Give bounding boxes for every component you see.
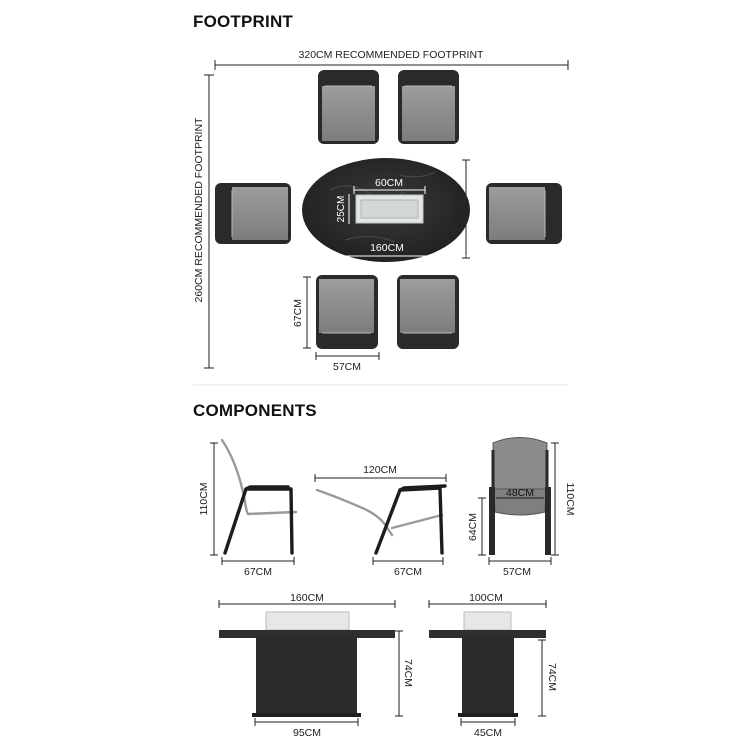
chair-width-dimension <box>316 352 379 373</box>
table-short-top-dimension <box>429 592 546 608</box>
table-short-height-dimension <box>538 640 558 716</box>
table-long-base-label: 95CM <box>292 727 322 739</box>
recline-depth-dimension <box>373 557 443 578</box>
chair-left <box>215 183 291 244</box>
recline-depth-label: 67CM <box>393 566 423 578</box>
chair-depth-label: 67CM <box>292 298 304 328</box>
table-short-view <box>429 612 546 717</box>
chair-top-left <box>318 70 379 144</box>
footprint-width-dimension <box>215 49 568 70</box>
table-depth-label: 100CM <box>452 193 464 227</box>
chair-depth-dimension <box>292 277 311 348</box>
table-long-view <box>219 612 395 717</box>
burner-depth-label: 25CM <box>336 195 347 223</box>
chair-reclined-view <box>317 486 445 553</box>
front-width-dimension <box>489 557 551 578</box>
table-long-top-dimension <box>219 592 395 608</box>
recline-length-dimension <box>315 464 446 482</box>
table-long-height-label: 74CM <box>402 658 414 688</box>
chair-side-view <box>222 440 296 553</box>
chair-height-label: 110CM <box>198 482 210 516</box>
seat-width-label: 48CM <box>505 487 535 499</box>
chair-side-depth-label: 67CM <box>243 566 273 578</box>
seat-height-dimension <box>467 498 486 555</box>
front-width-label: 57CM <box>502 566 532 578</box>
table-short-top-label: 100CM <box>469 592 503 604</box>
table-long-base-dimension <box>255 718 358 739</box>
chair-top-right <box>398 70 459 144</box>
front-height-dimension <box>551 443 576 555</box>
seat-height-label: 64CM <box>467 512 479 542</box>
table-short-height-label: 74CM <box>546 662 558 692</box>
table-long-height-dimension <box>395 631 414 716</box>
burner-width-label: 60CM <box>374 177 404 189</box>
chair-side-depth-dimension <box>222 557 294 578</box>
components-heading: COMPONENTS <box>193 401 317 420</box>
footprint-width-label: 320CM RECOMMENDED FOOTPRINT <box>298 49 484 61</box>
table-long-top-label: 160CM <box>290 592 324 604</box>
chair-height-dimension <box>198 443 218 555</box>
footprint-heading: FOOTPRINT <box>193 12 294 31</box>
chair-bottom-left <box>316 275 378 349</box>
chair-bottom-right <box>397 275 459 349</box>
footprint-depth-label: 260CM RECOMMENDED FOOTPRINT <box>193 117 205 303</box>
chair-width-label: 57CM <box>332 361 362 373</box>
footprint-depth-dimension <box>193 75 214 368</box>
front-height-label: 110CM <box>564 482 576 516</box>
table-short-base-dimension <box>461 718 515 739</box>
chair-right <box>486 183 562 244</box>
table-width-label: 160CM <box>370 242 404 254</box>
recline-length-label: 120CM <box>363 464 397 476</box>
table-short-base-label: 45CM <box>473 727 503 739</box>
